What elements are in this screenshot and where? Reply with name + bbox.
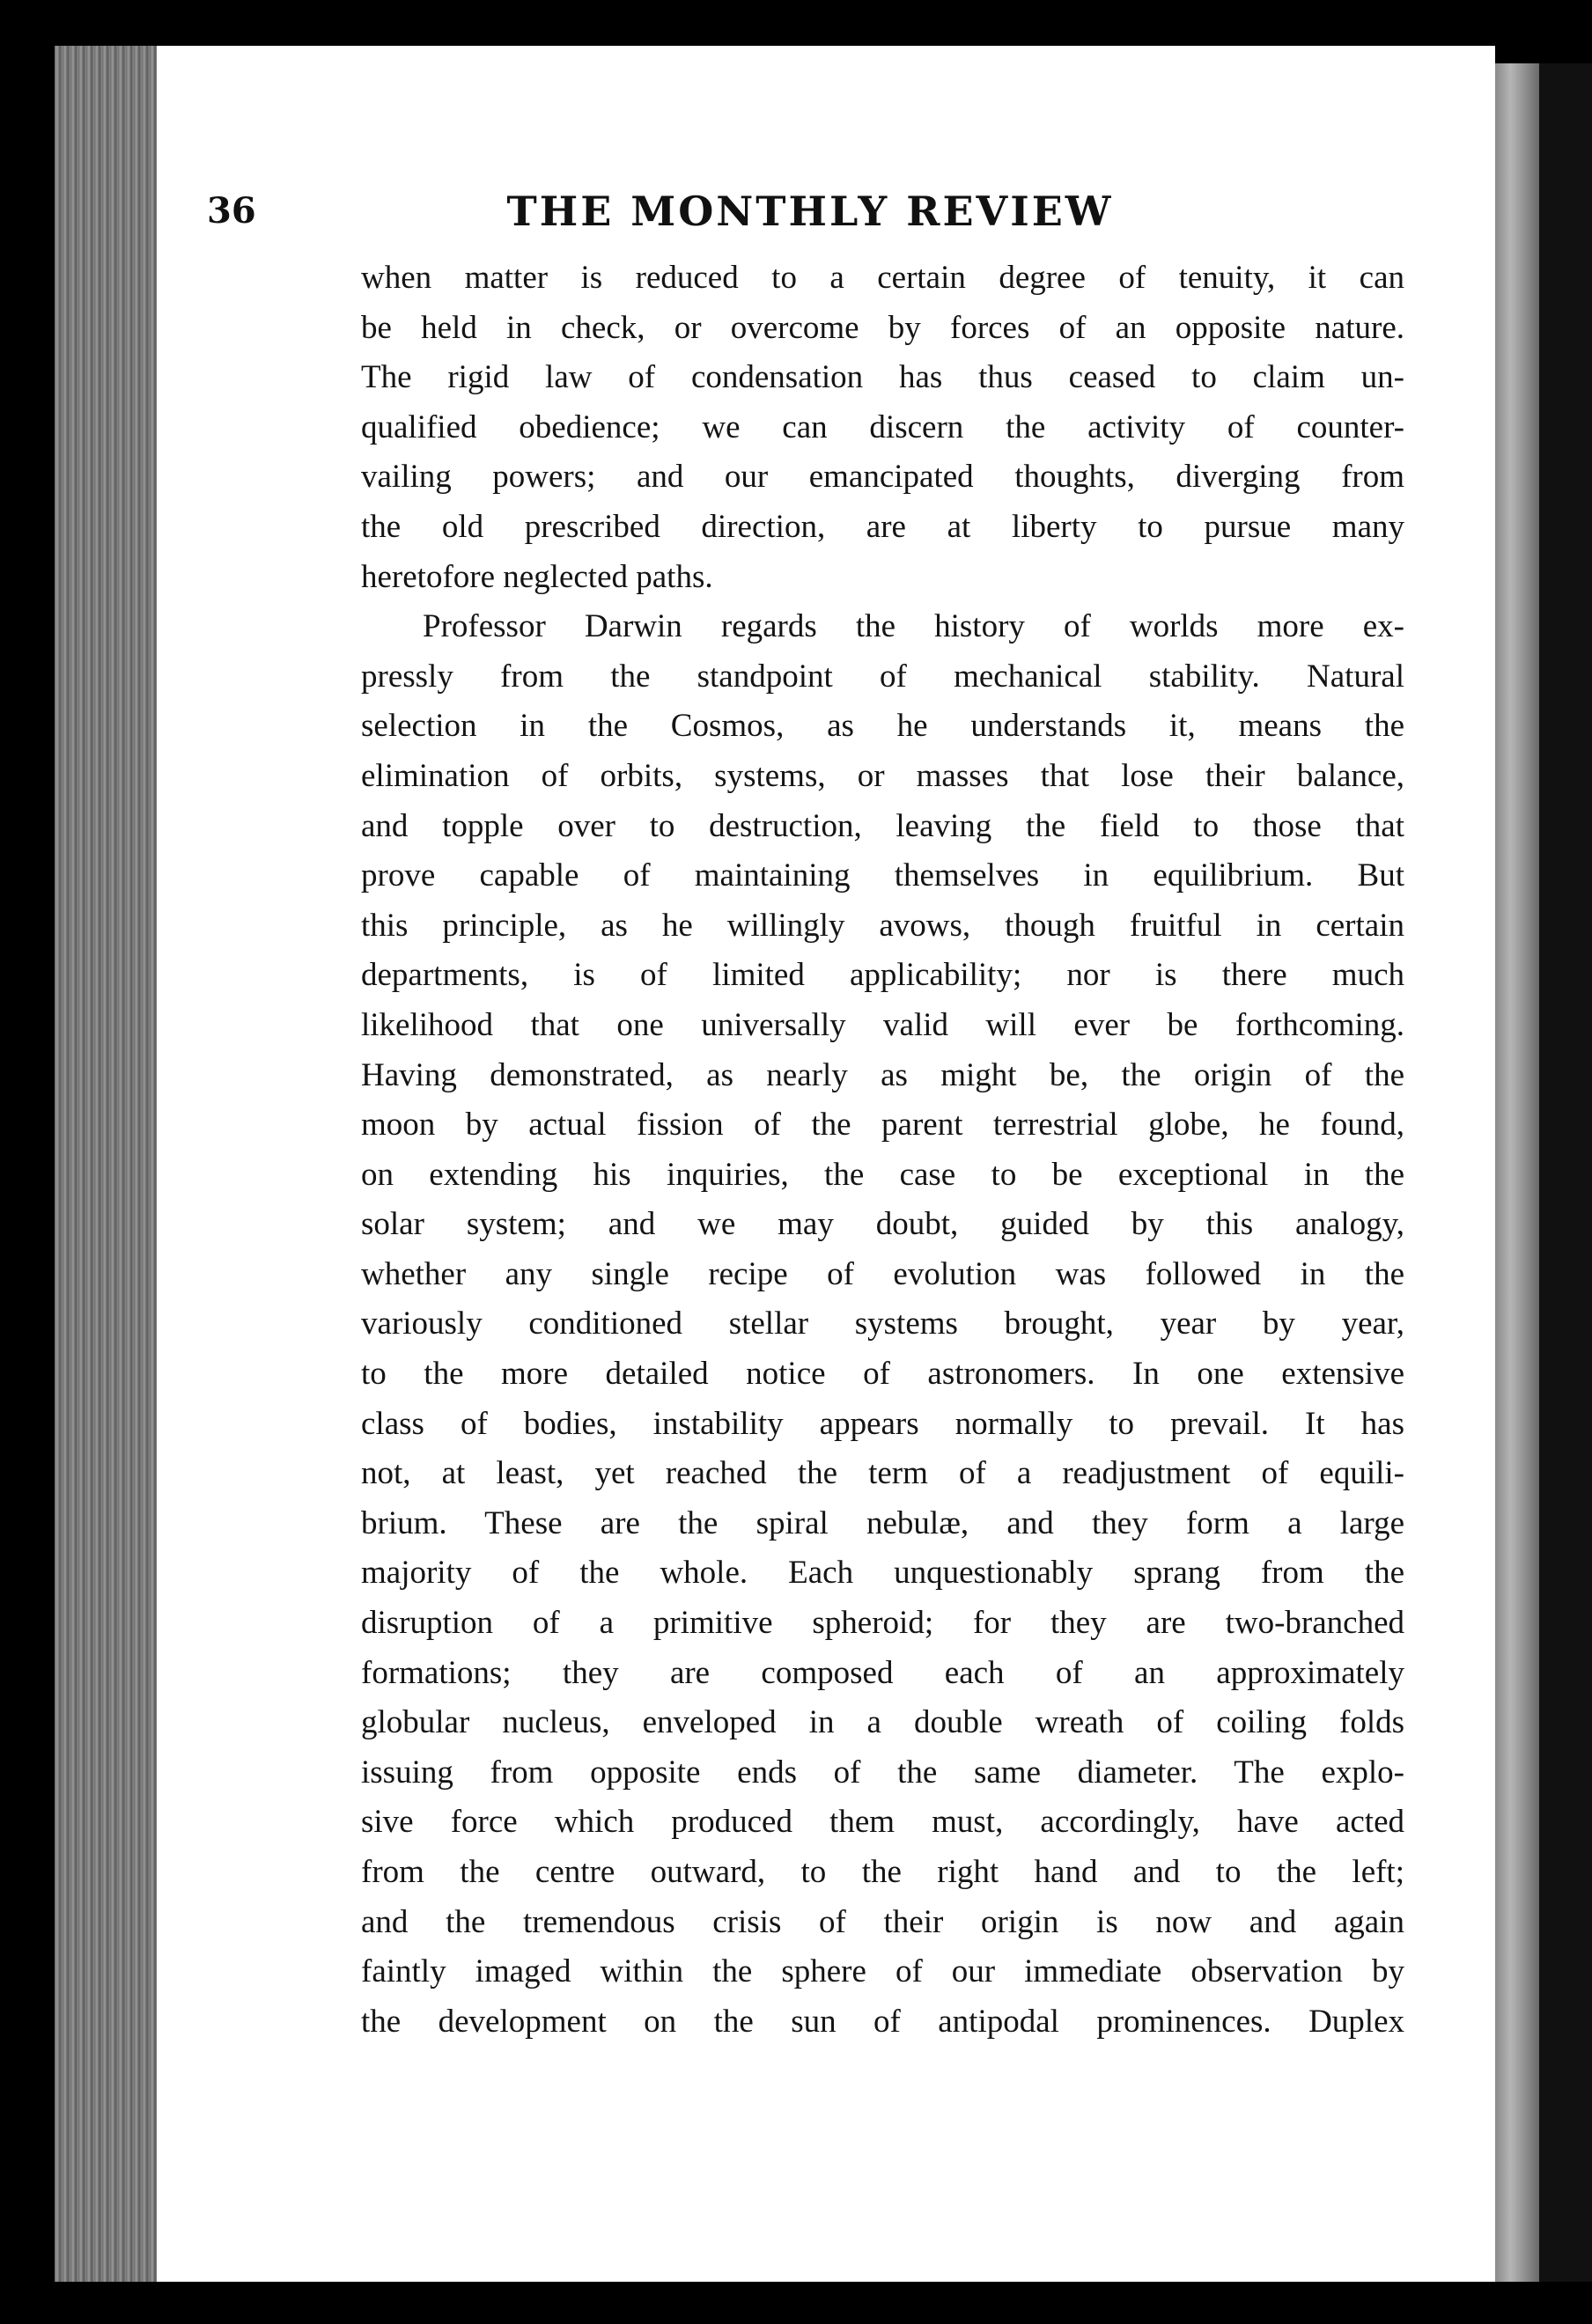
text-line: the development on the sun of antipodal prominences. Duplex [361, 2003, 1404, 2040]
text-line: pressly from the standpoint of mechanical stability. Natural [361, 658, 1404, 695]
text-line: whether any single recipe of evolution was followed in the [361, 1255, 1404, 1292]
text-line: to the more detailed notice of astronomers. In one extensive [361, 1356, 1404, 1393]
text-line: this principle, as he willingly avows, though fruitful in certain [361, 907, 1404, 944]
text-line: not, at least, yet reached the term of a readjustment of equili- [361, 1455, 1404, 1492]
paragraph-1 [361, 254, 1404, 602]
text-line: and the tremendous crisis of their origin is now and again [361, 1903, 1404, 1940]
text-line: sive force which produced them must, accordingly, have acted [361, 1804, 1404, 1841]
text-line: majority of the whole. Each unquestionably sprang from the [361, 1555, 1404, 1592]
book-page-edges-left [55, 46, 160, 2282]
body-text [361, 254, 1404, 2047]
text-line: prove capable of maintaining themselves in equilibrium. But [361, 857, 1404, 894]
text-line: and topple over to destruction, leaving the field to those that [361, 807, 1404, 844]
text-line: be held in check, or overcome by forces of an opposite nature. [361, 309, 1404, 346]
text-line: vailing powers; and our emancipated thoughts, diverging from [361, 459, 1404, 496]
text-line: The rigid law of condensation has thus ceased to claim un- [361, 359, 1404, 396]
text-line: brium. These are the spiral nebulæ, and they form a large [361, 1504, 1404, 1541]
page-number: 36 [207, 190, 256, 232]
text-line: formations; they are composed each of an approximately [361, 1654, 1404, 1691]
paragraph-2 [361, 602, 1404, 2047]
text-line: class of bodies, instability appears normally to prevail. It has [361, 1405, 1404, 1442]
text-line: moon by actual fission of the parent terrestrial globe, he found, [361, 1107, 1404, 1144]
text-line: solar system; and we may doubt, guided by this analogy, [361, 1206, 1404, 1243]
text-line: elimination of orbits, systems, or masses that lose their balance, [361, 757, 1404, 794]
text-line: faintly imaged within the sphere of our immediate observation by [361, 1953, 1404, 1990]
text-line: variously conditioned stellar systems brought, year by year, [361, 1305, 1404, 1342]
text-line: when matter is reduced to a certain degree of tenuity, it can [361, 260, 1404, 296]
text-line: globular nucleus, enveloped in a double wreath of coiling folds [361, 1704, 1404, 1741]
book-page-edges-right [1495, 63, 1539, 2282]
text-line: the old prescribed direction, are at liberty to pursue many [361, 508, 1404, 545]
text-line: likelihood that one universally valid will ever be forthcoming. [361, 1006, 1404, 1043]
scan-background-right [1539, 63, 1592, 2282]
text-line: issuing from opposite ends of the same diameter. The explo- [361, 1754, 1404, 1791]
text-line: selection in the Cosmos, as he understands it, means the [361, 708, 1404, 745]
text-line: departments, is of limited applicability; nor is there much [361, 957, 1404, 994]
text-line: on extending his inquiries, the case to be exceptional in the [361, 1156, 1404, 1193]
running-title: THE MONTHLY REVIEW [506, 188, 1114, 235]
text-line: Professor Darwin regards the history of worlds more ex- [423, 608, 1404, 645]
text-line: qualified obedience; we can discern the activity of counter- [361, 408, 1404, 445]
text-line: Having demonstrated, as nearly as might be, the origin of the [361, 1056, 1404, 1093]
running-head [207, 180, 1413, 242]
text-line: heretofore neglected paths. [361, 558, 713, 595]
text-line: disruption of a primitive spheroid; for they are two-branched [361, 1605, 1404, 1642]
text-line: from the centre outward, to the right hand and to the left; [361, 1854, 1404, 1890]
